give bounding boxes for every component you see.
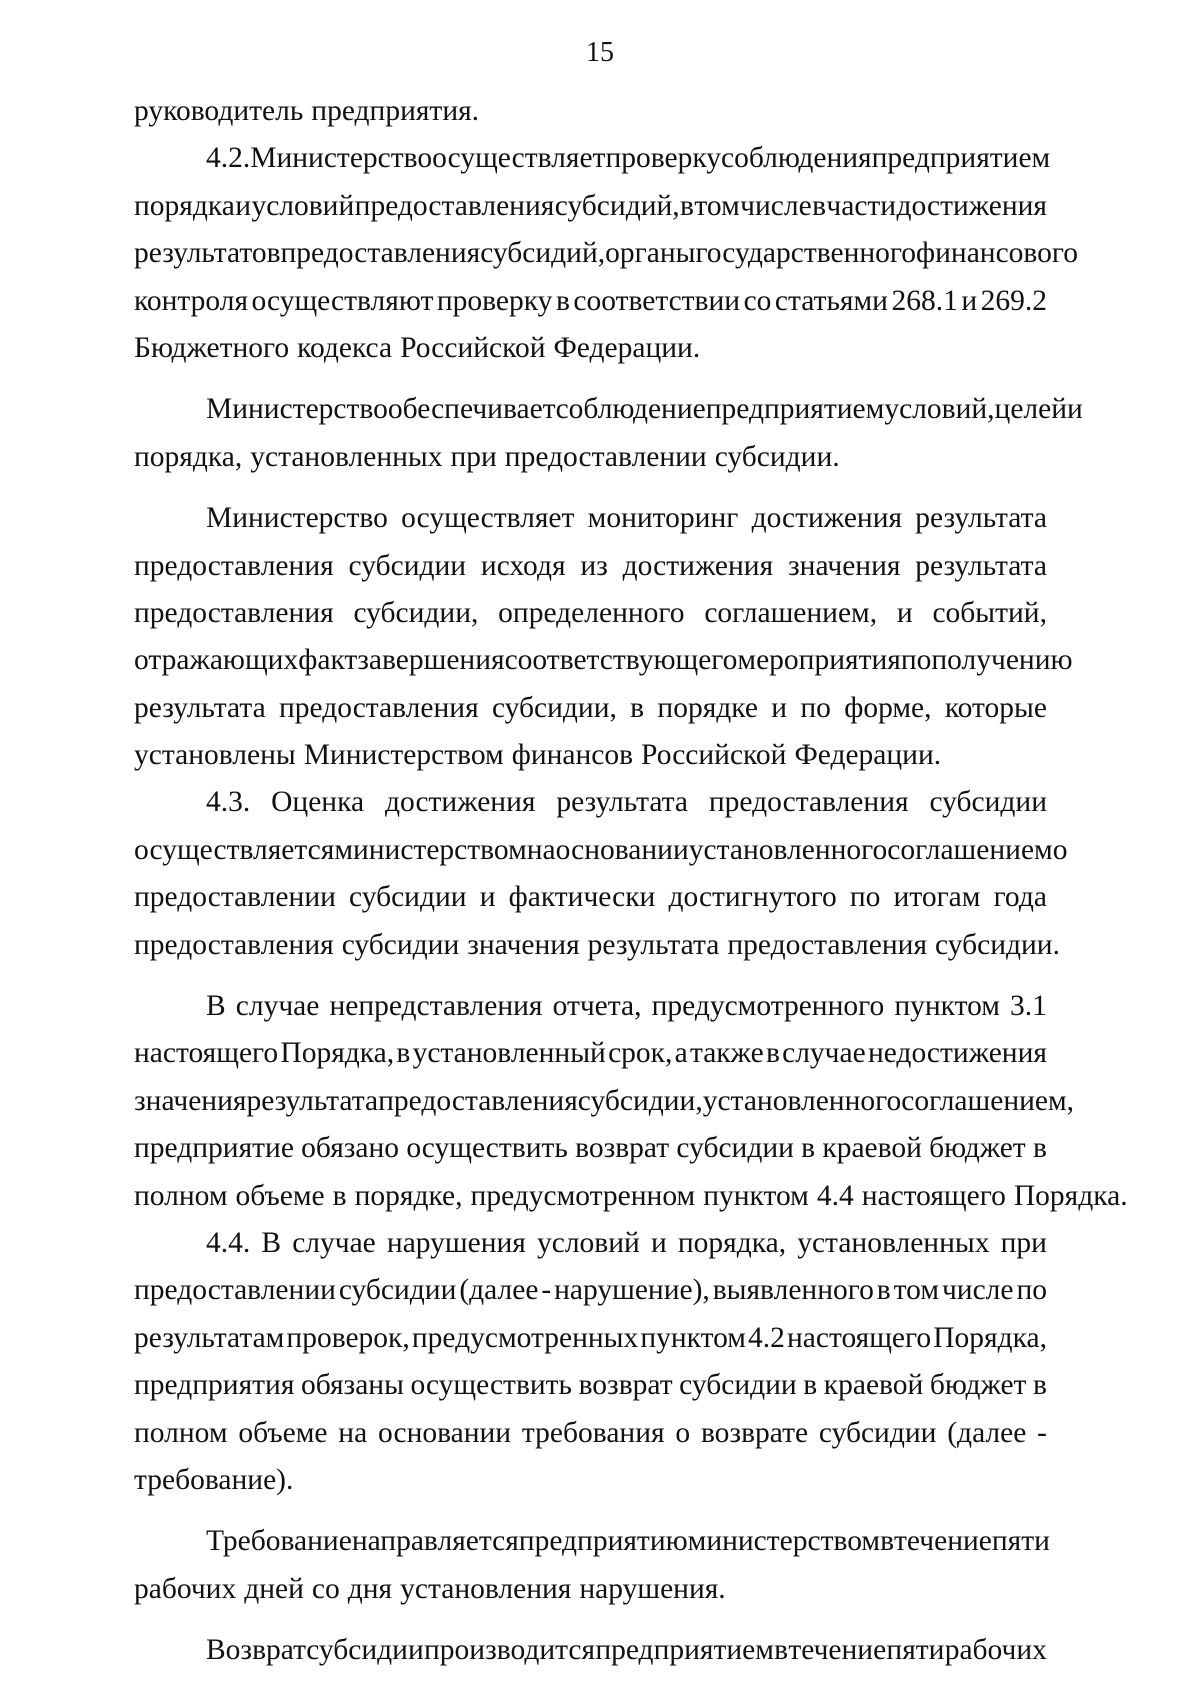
text-line: предоставлении субсидии (далее - нарушение), выявленного в том числе по (134, 1274, 1047, 1307)
text-line: предоставления субсидии значения результата предоставления субсидии. (134, 928, 1060, 961)
text-line: 4.3. Оценка достижения результата предоставления субсидии (206, 786, 1047, 819)
text-line: рабочих дней со дня установления нарушения. (134, 1572, 726, 1605)
text-line: требование). (134, 1463, 294, 1496)
text-line: контроля осуществляют проверку в соответствии со статьями 268.1 и 269.2 (134, 284, 1047, 317)
text-line: осуществляется министерством на основании установленного соглашением о (134, 833, 1068, 866)
text-line: Министерство обеспечивает соблюдение предприятием условий, целей и (206, 393, 1083, 426)
text-line: установлены Министерством финансов Российской Федерации. (134, 739, 942, 772)
text-line: порядка, установленных при предоставлении субсидии. (134, 440, 840, 473)
text-line: 4.4. В случае нарушения условий и порядка, установленных при (206, 1226, 1047, 1259)
text-line: полном объеме на основании требования о возврате субсидии (далее - (134, 1416, 1047, 1449)
text-line: предприятия обязаны осуществить возврат субсидии в краевой бюджет в (134, 1369, 1047, 1402)
document-body-text (134, 88, 1128, 1675)
text-line: результатам проверок, предусмотренных пунктом 4.2 настоящего Порядка, (134, 1321, 1047, 1354)
text-line: 4.2. Министерство осуществляет проверку соблюдения предприятием (206, 142, 1051, 175)
text-line: Требование направляется предприятию министерством в течение пяти (206, 1525, 1050, 1558)
text-line: предоставления субсидии исходя из достижения значения результата (134, 549, 1047, 582)
text-line: порядка и условий предоставления субсидий, в том числе в части достижения (134, 189, 1047, 222)
text-line: отражающих факт завершения соответствующего мероприятия по получению (134, 644, 1073, 677)
text-line: полном объеме в порядке, предусмотренном пунктом 4.4 настоящего Порядка. (134, 1179, 1128, 1212)
text-line: результата предоставления субсидии, в порядке и по форме, которые (134, 691, 1047, 724)
page-number: 15 (586, 37, 614, 68)
text-line: предоставлении субсидии и фактически достигнутого по итогам года (134, 881, 1047, 914)
text-line: Возврат субсидии производится предприятием в течение пяти рабочих (206, 1634, 1047, 1667)
text-line: настоящего Порядка, в установленный срок, а также в случае недостижения (134, 1037, 1047, 1070)
text-line: Министерство осуществляет мониторинг достижения результата (206, 502, 1047, 535)
text-line: предприятие обязано осуществить возврат субсидии в краевой бюджет в (134, 1132, 1047, 1165)
text-line: Бюджетного кодекса Российской Федерации. (134, 331, 701, 364)
text-line: результатов предоставления субсидий, органы государственного финансового (134, 237, 1079, 270)
text-line: предоставления субсидии, определенного соглашением, и событий, (134, 596, 1047, 629)
text-line: значения результата предоставления субсидии, установленного соглашением, (134, 1084, 1075, 1117)
text-line: руководитель предприятия. (134, 95, 480, 127)
text-line: В случае непредставления отчета, предусмотренного пунктом 3.1 (206, 990, 1047, 1023)
